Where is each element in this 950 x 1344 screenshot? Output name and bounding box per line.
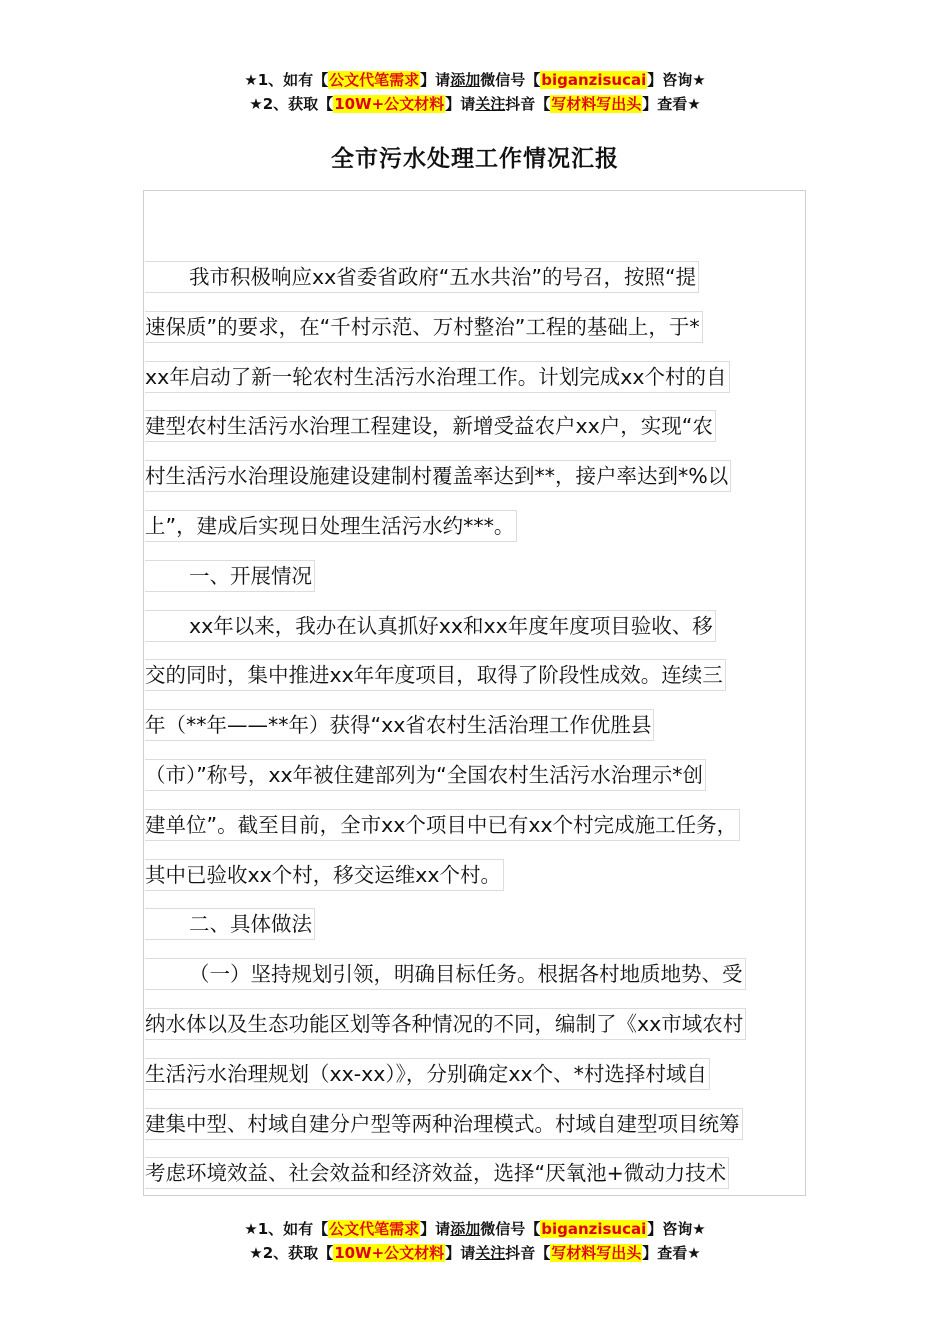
banner-text: 抖音【 bbox=[505, 1244, 551, 1262]
banner-text: 微信号【 bbox=[480, 1220, 541, 1238]
document-title: 全市污水处理工作情况汇报 bbox=[331, 146, 619, 172]
banner-underline: 关注 bbox=[475, 95, 506, 113]
line-text: 生活污水治理规划（xx-xx）》，分别确定xx个、*村选择村域自 bbox=[145, 1058, 710, 1090]
banner-highlight: 写材料写出头 bbox=[551, 95, 642, 113]
paragraph-line bbox=[145, 602, 825, 652]
section-heading bbox=[145, 900, 825, 950]
line-text: xx年启动了新一轮农村生活污水治理工作。计划完成xx个村的自 bbox=[145, 361, 730, 393]
line-text: 交的同时，集中推进xx年年度项目，取得了阶段性成效。连续三 bbox=[145, 659, 726, 691]
banner-highlight: 10W+公文材料 bbox=[334, 1244, 445, 1262]
banner-underline: 添加 bbox=[450, 71, 481, 89]
banner-highlight: biganzisucai bbox=[541, 1220, 647, 1238]
banner-text: 】咨询★ bbox=[647, 71, 706, 89]
banner-line-2 bbox=[0, 92, 950, 116]
banner-highlight: biganzisucai bbox=[541, 71, 647, 89]
banner-highlight: 公文代笔需求 bbox=[329, 1220, 420, 1238]
banner-highlight: 10W+公文材料 bbox=[334, 95, 445, 113]
banner-text: 】咨询★ bbox=[647, 1220, 706, 1238]
paragraph-line bbox=[145, 801, 825, 851]
banner-text: 】请 bbox=[445, 95, 476, 113]
paragraph-line bbox=[145, 701, 825, 751]
banner-text: 】请 bbox=[420, 1220, 451, 1238]
top-banner bbox=[0, 68, 950, 116]
banner-text: 】请 bbox=[420, 71, 451, 89]
paragraph-line bbox=[145, 1100, 825, 1150]
paragraph-line bbox=[145, 402, 825, 452]
banner-text: ★2、获取【 bbox=[249, 95, 334, 113]
line-text: （一）坚持规划引领，明确目标任务。根据各村地质地势、受 bbox=[145, 958, 746, 990]
line-text: 建型农村生活污水治理工程建设，新增受益农户xx户，实现“农 bbox=[145, 410, 716, 442]
line-text: 村生活污水治理设施建设建制村覆盖率达到**，接户率达到*%以 bbox=[145, 460, 731, 492]
line-text: 其中已验收xx个村，移交运维xx个村。 bbox=[145, 859, 504, 891]
document-body bbox=[145, 253, 825, 1199]
line-text: 建单位”。截至目前，全市xx个项目中已有xx个村完成施工任务， bbox=[145, 809, 740, 841]
line-text: 年（**年——**年）获得“xx省农村生活治理工作优胜县 bbox=[145, 709, 654, 741]
banner-line-1 bbox=[0, 1217, 950, 1241]
paragraph-line bbox=[145, 502, 825, 552]
banner-highlight: 公文代笔需求 bbox=[329, 71, 420, 89]
paragraph-line bbox=[145, 751, 825, 801]
line-text: 我市积极响应xx省委省政府“五水共治”的号召，按照“提 bbox=[145, 261, 699, 293]
line-text: 上”，建成后实现日处理生活污水约***。 bbox=[145, 510, 517, 542]
banner-line-1 bbox=[0, 68, 950, 92]
paragraph-line bbox=[145, 1000, 825, 1050]
paragraph-line bbox=[145, 253, 825, 303]
paragraph-line bbox=[145, 950, 825, 1000]
line-text: xx年以来，我办在认真抓好xx和xx年度年度项目验收、移 bbox=[145, 610, 716, 642]
line-text: 速保质”的要求，在“千村示范、万村整治”工程的基础上，于* bbox=[145, 311, 703, 343]
banner-highlight: 写材料写出头 bbox=[551, 1244, 642, 1262]
banner-text: 】请 bbox=[445, 1244, 476, 1262]
bottom-banner bbox=[0, 1217, 950, 1265]
line-text: 纳水体以及生态功能区划等各种情况的不同，编制了《xx市域农村 bbox=[145, 1008, 746, 1040]
paragraph-line bbox=[145, 1149, 825, 1199]
paragraph-line bbox=[145, 651, 825, 701]
paragraph-line bbox=[145, 452, 825, 502]
line-text: 建集中型、村域自建分户型等两种治理模式。村域自建型项目统筹 bbox=[145, 1108, 743, 1140]
banner-text: ★1、如有【 bbox=[244, 71, 329, 89]
banner-text: ★1、如有【 bbox=[244, 1220, 329, 1238]
section-heading bbox=[145, 552, 825, 602]
banner-text: 微信号【 bbox=[480, 71, 541, 89]
banner-underline: 关注 bbox=[475, 1244, 506, 1262]
banner-underline: 添加 bbox=[450, 1220, 481, 1238]
heading-text: 一、开展情况 bbox=[145, 560, 315, 592]
banner-text: 抖音【 bbox=[505, 95, 551, 113]
banner-text: 】查看★ bbox=[642, 95, 701, 113]
line-text: 考虑环境效益、社会效益和经济效益，选择“厌氧池+微动力技术 bbox=[145, 1157, 729, 1189]
paragraph-line bbox=[145, 851, 825, 901]
line-text: （市）”称号，xx年被住建部列为“全国农村生活污水治理示*创 bbox=[145, 759, 706, 791]
paragraph-line bbox=[145, 303, 825, 353]
heading-text: 二、具体做法 bbox=[145, 908, 315, 940]
banner-line-2 bbox=[0, 1241, 950, 1265]
paragraph-line bbox=[145, 1050, 825, 1100]
banner-text: ★2、获取【 bbox=[249, 1244, 334, 1262]
banner-text: 】查看★ bbox=[642, 1244, 701, 1262]
paragraph-line bbox=[145, 353, 825, 403]
